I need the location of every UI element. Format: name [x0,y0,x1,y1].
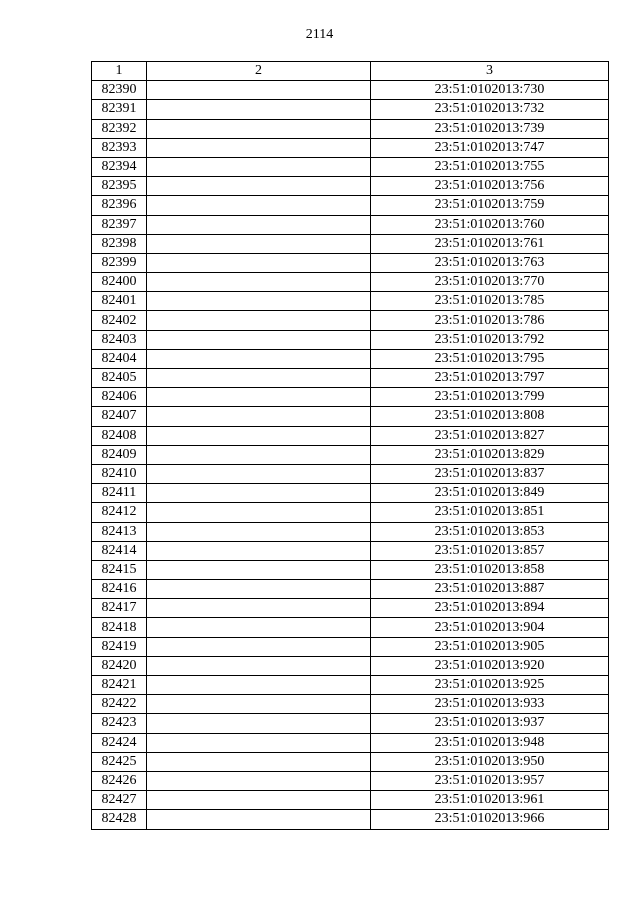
cadastral-number-cell: 23:51:0102013:756 [371,177,609,196]
row-empty-cell [147,330,371,349]
row-number-cell: 82409 [92,445,147,464]
row-number-cell: 82394 [92,157,147,176]
table-row [92,196,609,215]
table-row [92,676,609,695]
row-number-cell: 82417 [92,599,147,618]
cadastral-number-cell: 23:51:0102013:760 [371,215,609,234]
table-row [92,330,609,349]
row-number-cell: 82427 [92,791,147,810]
row-number-cell: 82398 [92,234,147,253]
row-number-cell: 82423 [92,714,147,733]
table-row [92,100,609,119]
row-empty-cell [147,714,371,733]
row-empty-cell [147,196,371,215]
row-empty-cell [147,752,371,771]
row-number-cell: 82401 [92,292,147,311]
cadastral-number-cell: 23:51:0102013:849 [371,484,609,503]
table-row [92,695,609,714]
row-empty-cell [147,771,371,790]
row-empty-cell [147,560,371,579]
table-row [92,580,609,599]
cadastral-number-cell: 23:51:0102013:937 [371,714,609,733]
table-row [92,369,609,388]
row-empty-cell [147,676,371,695]
table-row [92,618,609,637]
table-row [92,637,609,656]
cadastral-number-cell: 23:51:0102013:948 [371,733,609,752]
row-number-cell: 82410 [92,464,147,483]
row-number-cell: 82391 [92,100,147,119]
row-number-cell: 82416 [92,580,147,599]
row-number-cell: 82404 [92,349,147,368]
cadastral-number-cell: 23:51:0102013:785 [371,292,609,311]
row-empty-cell [147,791,371,810]
row-empty-cell [147,618,371,637]
row-number-cell: 82408 [92,426,147,445]
row-empty-cell [147,810,371,829]
row-empty-cell [147,369,371,388]
cadastral-number-cell: 23:51:0102013:894 [371,599,609,618]
row-number-cell: 82426 [92,771,147,790]
row-empty-cell [147,445,371,464]
row-empty-cell [147,656,371,675]
table-row [92,464,609,483]
row-number-cell: 82406 [92,388,147,407]
table-row [92,771,609,790]
table-row [92,177,609,196]
table-row [92,714,609,733]
row-empty-cell [147,464,371,483]
row-number-cell: 82396 [92,196,147,215]
row-number-cell: 82419 [92,637,147,656]
row-number-cell: 82402 [92,311,147,330]
table-row [92,253,609,272]
table-row [92,445,609,464]
cadastral-number-cell: 23:51:0102013:770 [371,273,609,292]
cadastral-number-cell: 23:51:0102013:799 [371,388,609,407]
table-body [92,81,609,829]
row-number-cell: 82418 [92,618,147,637]
cadastral-number-cell: 23:51:0102013:792 [371,330,609,349]
row-empty-cell [147,157,371,176]
table-row [92,388,609,407]
row-number-cell: 82424 [92,733,147,752]
page-number: 2114 [305,27,334,42]
row-empty-cell [147,234,371,253]
table-row [92,215,609,234]
table-row [92,752,609,771]
cadastral-number-cell: 23:51:0102013:853 [371,522,609,541]
row-number-cell: 82414 [92,541,147,560]
cadastral-number-cell: 23:51:0102013:761 [371,234,609,253]
cadastral-number-cell: 23:51:0102013:966 [371,810,609,829]
cadastral-number-cell: 23:51:0102013:808 [371,407,609,426]
cadastral-number-cell: 23:51:0102013:887 [371,580,609,599]
table-row [92,234,609,253]
table-row [92,119,609,138]
row-number-cell: 82412 [92,503,147,522]
row-empty-cell [147,484,371,503]
row-number-cell: 82425 [92,752,147,771]
column-header-2: 2 [147,62,371,81]
cadastral-number-cell: 23:51:0102013:904 [371,618,609,637]
table-row [92,733,609,752]
cadastral-number-cell: 23:51:0102013:786 [371,311,609,330]
cadastral-number-cell: 23:51:0102013:763 [371,253,609,272]
row-number-cell: 82428 [92,810,147,829]
cadastral-number-cell: 23:51:0102013:920 [371,656,609,675]
row-number-cell: 82405 [92,369,147,388]
row-number-cell: 82421 [92,676,147,695]
cadastral-number-cell: 23:51:0102013:739 [371,119,609,138]
row-empty-cell [147,695,371,714]
row-empty-cell [147,273,371,292]
cadastral-number-cell: 23:51:0102013:827 [371,426,609,445]
table-row [92,349,609,368]
table-row [92,541,609,560]
row-empty-cell [147,100,371,119]
row-number-cell: 82403 [92,330,147,349]
row-empty-cell [147,522,371,541]
cadastral-number-cell: 23:51:0102013:755 [371,157,609,176]
table-row [92,599,609,618]
cadastral-number-cell: 23:51:0102013:837 [371,464,609,483]
cadastral-number-cell: 23:51:0102013:957 [371,771,609,790]
table-row [92,81,609,100]
row-empty-cell [147,503,371,522]
row-empty-cell [147,637,371,656]
table-row [92,810,609,829]
cadastral-number-cell: 23:51:0102013:795 [371,349,609,368]
row-number-cell: 82413 [92,522,147,541]
row-number-cell: 82411 [92,484,147,503]
row-number-cell: 82420 [92,656,147,675]
cadastral-number-cell: 23:51:0102013:905 [371,637,609,656]
table-row [92,791,609,810]
table-row [92,407,609,426]
row-empty-cell [147,733,371,752]
table-row [92,138,609,157]
row-empty-cell [147,138,371,157]
table-row [92,311,609,330]
row-empty-cell [147,177,371,196]
table-row [92,292,609,311]
row-empty-cell [147,580,371,599]
cadastral-number-cell: 23:51:0102013:759 [371,196,609,215]
row-empty-cell [147,541,371,560]
table-row [92,522,609,541]
cadastral-number-cell: 23:51:0102013:851 [371,503,609,522]
row-empty-cell [147,311,371,330]
row-number-cell: 82395 [92,177,147,196]
cadastral-number-cell: 23:51:0102013:797 [371,369,609,388]
cadastral-number-cell: 23:51:0102013:829 [371,445,609,464]
cadastral-number-cell: 23:51:0102013:950 [371,752,609,771]
column-header-3: 3 [371,62,609,81]
row-empty-cell [147,81,371,100]
table-row [92,503,609,522]
row-empty-cell [147,119,371,138]
table-row [92,656,609,675]
cadastral-number-cell: 23:51:0102013:961 [371,791,609,810]
row-empty-cell [147,407,371,426]
row-empty-cell [147,599,371,618]
table-row [92,426,609,445]
cadastral-number-cell: 23:51:0102013:730 [371,81,609,100]
table-row [92,157,609,176]
row-number-cell: 82390 [92,81,147,100]
table-row [92,560,609,579]
row-number-cell: 82393 [92,138,147,157]
table-row [92,273,609,292]
row-empty-cell [147,215,371,234]
row-number-cell: 82407 [92,407,147,426]
cadastral-number-cell: 23:51:0102013:925 [371,676,609,695]
cadastral-number-cell: 23:51:0102013:747 [371,138,609,157]
row-empty-cell [147,253,371,272]
row-empty-cell [147,426,371,445]
row-number-cell: 82400 [92,273,147,292]
row-number-cell: 82415 [92,560,147,579]
cadastral-number-cell: 23:51:0102013:933 [371,695,609,714]
row-empty-cell [147,388,371,407]
row-empty-cell [147,349,371,368]
row-number-cell: 82397 [92,215,147,234]
column-header-1: 1 [92,62,147,81]
cadastral-number-cell: 23:51:0102013:732 [371,100,609,119]
row-number-cell: 82392 [92,119,147,138]
row-empty-cell [147,292,371,311]
cadastral-number-cell: 23:51:0102013:857 [371,541,609,560]
registry-table [91,61,609,830]
table-row [92,484,609,503]
table-header-row [92,62,609,81]
row-number-cell: 82399 [92,253,147,272]
row-number-cell: 82422 [92,695,147,714]
cadastral-number-cell: 23:51:0102013:858 [371,560,609,579]
